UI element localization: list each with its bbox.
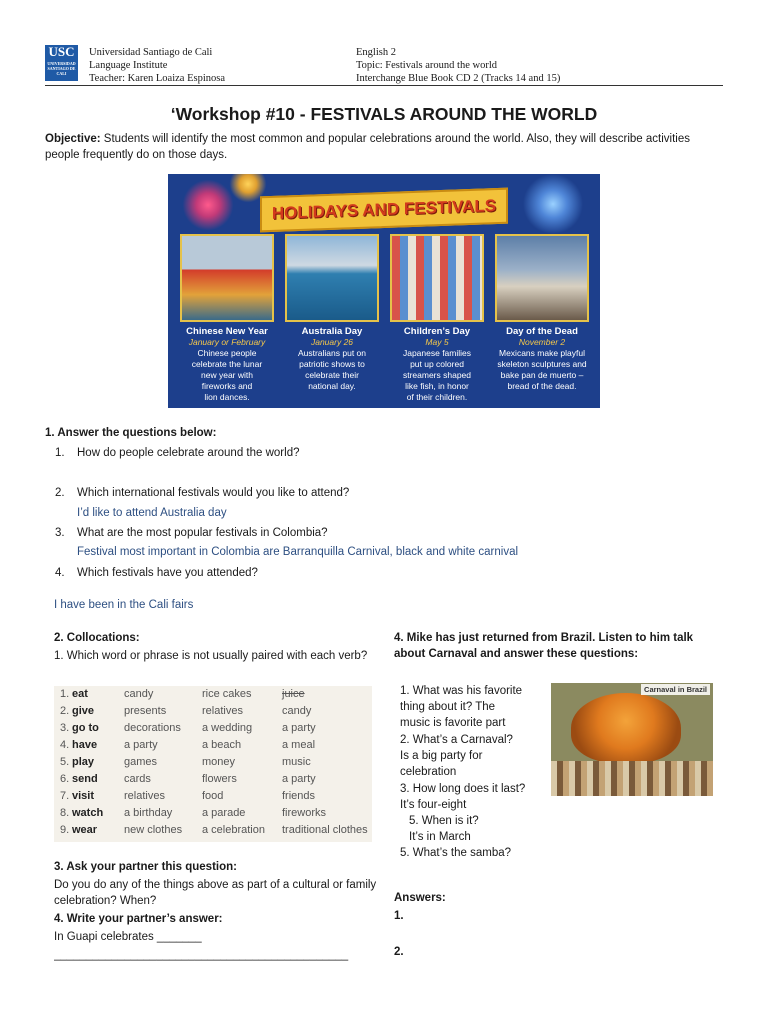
question-2 <box>55 485 65 501</box>
page-title: ‘Workshop #10 - FESTIVALS AROUND THE WORLD <box>170 104 598 124</box>
row-number: 9. <box>60 824 70 836</box>
row-option: a wedding <box>202 722 253 734</box>
answers-heading: Answers: <box>394 892 446 904</box>
caption-line: patriotic shows to <box>299 359 365 369</box>
partner-answer: In Guapi celebrates _______ <box>54 931 202 943</box>
carnaval-line: 3. How long does it last? <box>400 783 526 795</box>
row-option: a parade <box>202 807 246 819</box>
caption-line: bread of the dead. <box>507 381 577 391</box>
logo-text: USC <box>48 44 75 59</box>
row-number: 8. <box>60 807 70 819</box>
carnaval-line: Is a big party for <box>400 750 483 762</box>
row-option: money <box>202 756 236 768</box>
question-2-text: Which international festivals would you like to attend? <box>77 487 350 499</box>
row-verb: play <box>72 756 95 768</box>
write-answer-heading: 4. Write your partner’s answer: <box>54 913 223 925</box>
caption-line: streamers shaped <box>402 370 472 380</box>
row-option-crossed: juice <box>282 688 305 700</box>
table-row <box>54 703 372 720</box>
caption-line: national day. <box>308 381 356 391</box>
row-option: candy <box>282 705 312 717</box>
question-3-text: What are the most popular festivals in Colombia? <box>77 527 328 539</box>
row-number: 1. <box>60 688 70 700</box>
caption-line: put up colored <box>410 359 464 369</box>
institute-name: Language Institute <box>89 60 168 71</box>
carnaval-line: celebration <box>400 766 457 778</box>
question-number: 1. <box>55 447 65 459</box>
carnaval-line: It’s in March <box>409 831 471 843</box>
answer-number-2: 2. <box>394 946 404 958</box>
firework-decoration <box>518 174 588 234</box>
row-option: fireworks <box>282 807 327 819</box>
row-option: candy <box>124 688 154 700</box>
topic: Topic: Festivals around the world <box>356 60 497 71</box>
course-name: English 2 <box>356 47 396 58</box>
table-row <box>54 720 372 737</box>
row-number: 6. <box>60 773 70 785</box>
row-option: presents <box>124 705 167 717</box>
caption-australia-day <box>282 326 382 392</box>
table-row <box>54 737 372 754</box>
row-number: 7. <box>60 790 70 802</box>
panel-image-chinese-new-year <box>180 234 274 322</box>
book-reference: Interchange Blue Book CD 2 (Tracks 14 and 15) <box>356 73 561 84</box>
photo-label: Carnaval in Brazil <box>641 684 710 695</box>
row-verb: visit <box>72 790 95 802</box>
caption-chinese-new-year <box>177 326 277 403</box>
holidays-poster <box>168 174 600 408</box>
question-4-text: Which festivals have you attended? <box>77 567 258 579</box>
section1-heading: 1. Answer the questions below: <box>45 427 217 439</box>
table-row <box>54 754 372 771</box>
question-3 <box>55 525 65 541</box>
carnaval-photo <box>551 683 713 796</box>
header-divider <box>45 85 723 86</box>
row-option: food <box>202 790 224 802</box>
header-left <box>89 46 225 85</box>
university-logo <box>45 45 78 81</box>
answer-4: I have been in the Cali fairs <box>54 599 194 611</box>
section2-heading: 2. Collocations: <box>54 632 140 644</box>
objective-text: Students will identify the most common and popular celebrations around the world. Also, they will describe activities people frequently do on those days. <box>45 133 690 161</box>
section4-heading: 4. Mike has just returned from Brazil. Listen to him talk about Carnaval and answer these questions: <box>394 632 694 660</box>
row-verb: give <box>72 705 95 717</box>
row-option: a birthday <box>124 807 173 819</box>
row-verb: watch <box>72 807 104 819</box>
answer-3: Festival most important in Colombia are Barranquilla Carnival, black and white carnival <box>77 546 519 558</box>
row-verb: send <box>72 773 98 785</box>
caption-line: new year with <box>201 370 253 380</box>
carnaval-line: 2. What’s a Carnaval? <box>400 734 513 746</box>
row-option: new clothes <box>124 824 183 836</box>
caption-line: fireworks and <box>201 381 253 391</box>
question-1-text: How do people celebrate around the world? <box>77 447 300 459</box>
caption-date: January or February <box>188 337 266 347</box>
panel-image-childrens-day <box>390 234 484 322</box>
row-number: 3. <box>60 722 70 734</box>
poster-banner: HOLIDAYS AND FESTIVALS <box>260 188 508 233</box>
caption-day-of-dead <box>492 326 592 392</box>
row-verb: have <box>72 739 98 751</box>
row-number: 4. <box>60 739 70 751</box>
row-option: music <box>282 756 311 768</box>
logo-subtext: UNIVERSIDAD SANTIAGO DE CALI <box>47 61 76 76</box>
caption-title: Children’s Day <box>403 326 471 337</box>
caption-line: Chinese people <box>197 348 257 358</box>
row-option: games <box>124 756 158 768</box>
table-row <box>54 771 372 788</box>
row-option: a party <box>282 722 316 734</box>
row-option: cards <box>124 773 151 785</box>
answer-2: I’d like to attend Australia day <box>77 507 227 519</box>
row-option: relatives <box>202 705 243 717</box>
carnaval-line: It’s four-eight <box>400 799 467 811</box>
carnaval-questions <box>400 683 545 861</box>
table-row <box>54 822 372 839</box>
row-option: a beach <box>202 739 242 751</box>
table-row <box>54 686 372 703</box>
caption-date: November 2 <box>518 337 566 347</box>
carnaval-line: 5. What’s the samba? <box>400 847 512 859</box>
panel-image-day-of-dead <box>495 234 589 322</box>
answer-line: ______________________________________________ <box>54 949 349 961</box>
row-number: 2. <box>60 705 70 717</box>
collocation-instruction: 1. Which word or phrase is not usually paired with each verb? <box>54 650 368 662</box>
row-option: friends <box>282 790 316 802</box>
objective <box>45 131 725 163</box>
caption-line: Australians put on <box>297 348 367 358</box>
row-option: a party <box>282 773 316 785</box>
objective-label: Objective: <box>45 133 101 145</box>
carnaval-line: music is favorite part <box>400 717 506 729</box>
row-verb: go to <box>72 722 99 734</box>
table-row <box>54 805 372 822</box>
caption-date: January 26 <box>310 337 354 347</box>
row-verb: wear <box>72 824 98 836</box>
caption-line: bake pan de muerto – <box>500 370 584 380</box>
question-number: 3. <box>55 527 65 539</box>
caption-line: Mexicans make playful <box>499 348 585 358</box>
row-option: flowers <box>202 773 237 785</box>
university-name: Universidad Santiago de Cali <box>89 47 213 58</box>
row-option: a celebration <box>202 824 265 836</box>
caption-line: celebrate the lunar <box>191 359 263 369</box>
row-option: decorations <box>124 722 181 734</box>
row-option: a party <box>124 739 158 751</box>
table-row <box>54 788 372 805</box>
caption-line: celebrate their <box>305 370 359 380</box>
dancers-row <box>551 761 713 796</box>
question-number: 2. <box>55 487 65 499</box>
question-4 <box>55 565 65 581</box>
caption-line: of their children. <box>406 392 468 402</box>
caption-date: May 5 <box>425 337 449 347</box>
caption-title: Australia Day <box>301 326 363 337</box>
carnaval-line: 1. What was his favorite <box>400 685 523 697</box>
row-option: a meal <box>282 739 316 751</box>
row-verb: eat <box>72 688 88 700</box>
row-option: traditional clothes <box>282 824 368 836</box>
row-option: rice cakes <box>202 688 252 700</box>
question-number: 4. <box>55 567 65 579</box>
question-1 <box>55 445 65 461</box>
caption-line: skeleton sculptures and <box>497 359 587 369</box>
caption-line: lion dances. <box>204 392 250 402</box>
caption-childrens-day <box>387 326 487 403</box>
header-right <box>356 46 560 85</box>
panel-image-australia-day <box>285 234 379 322</box>
section3-heading: 3. Ask your partner this question: <box>54 861 237 873</box>
caption-title: Chinese New Year <box>186 326 268 337</box>
row-number: 5. <box>60 756 70 768</box>
collocations-table <box>54 686 372 842</box>
carnaval-line: thing about it? The <box>400 701 496 713</box>
teacher-name: Teacher: Karen Loaiza Espinosa <box>89 73 225 84</box>
answer-number-1: 1. <box>394 910 404 922</box>
row-option: relatives <box>124 790 165 802</box>
caption-line: like fish, in honor <box>405 381 469 391</box>
float-sculpture <box>571 693 681 763</box>
carnaval-line: 5. When is it? <box>409 815 479 827</box>
caption-line: Japanese families <box>402 348 472 358</box>
section3-question: Do you do any of the things above as part of a cultural or family celebration? When? <box>54 879 377 907</box>
caption-title: Day of the Dead <box>506 326 578 337</box>
